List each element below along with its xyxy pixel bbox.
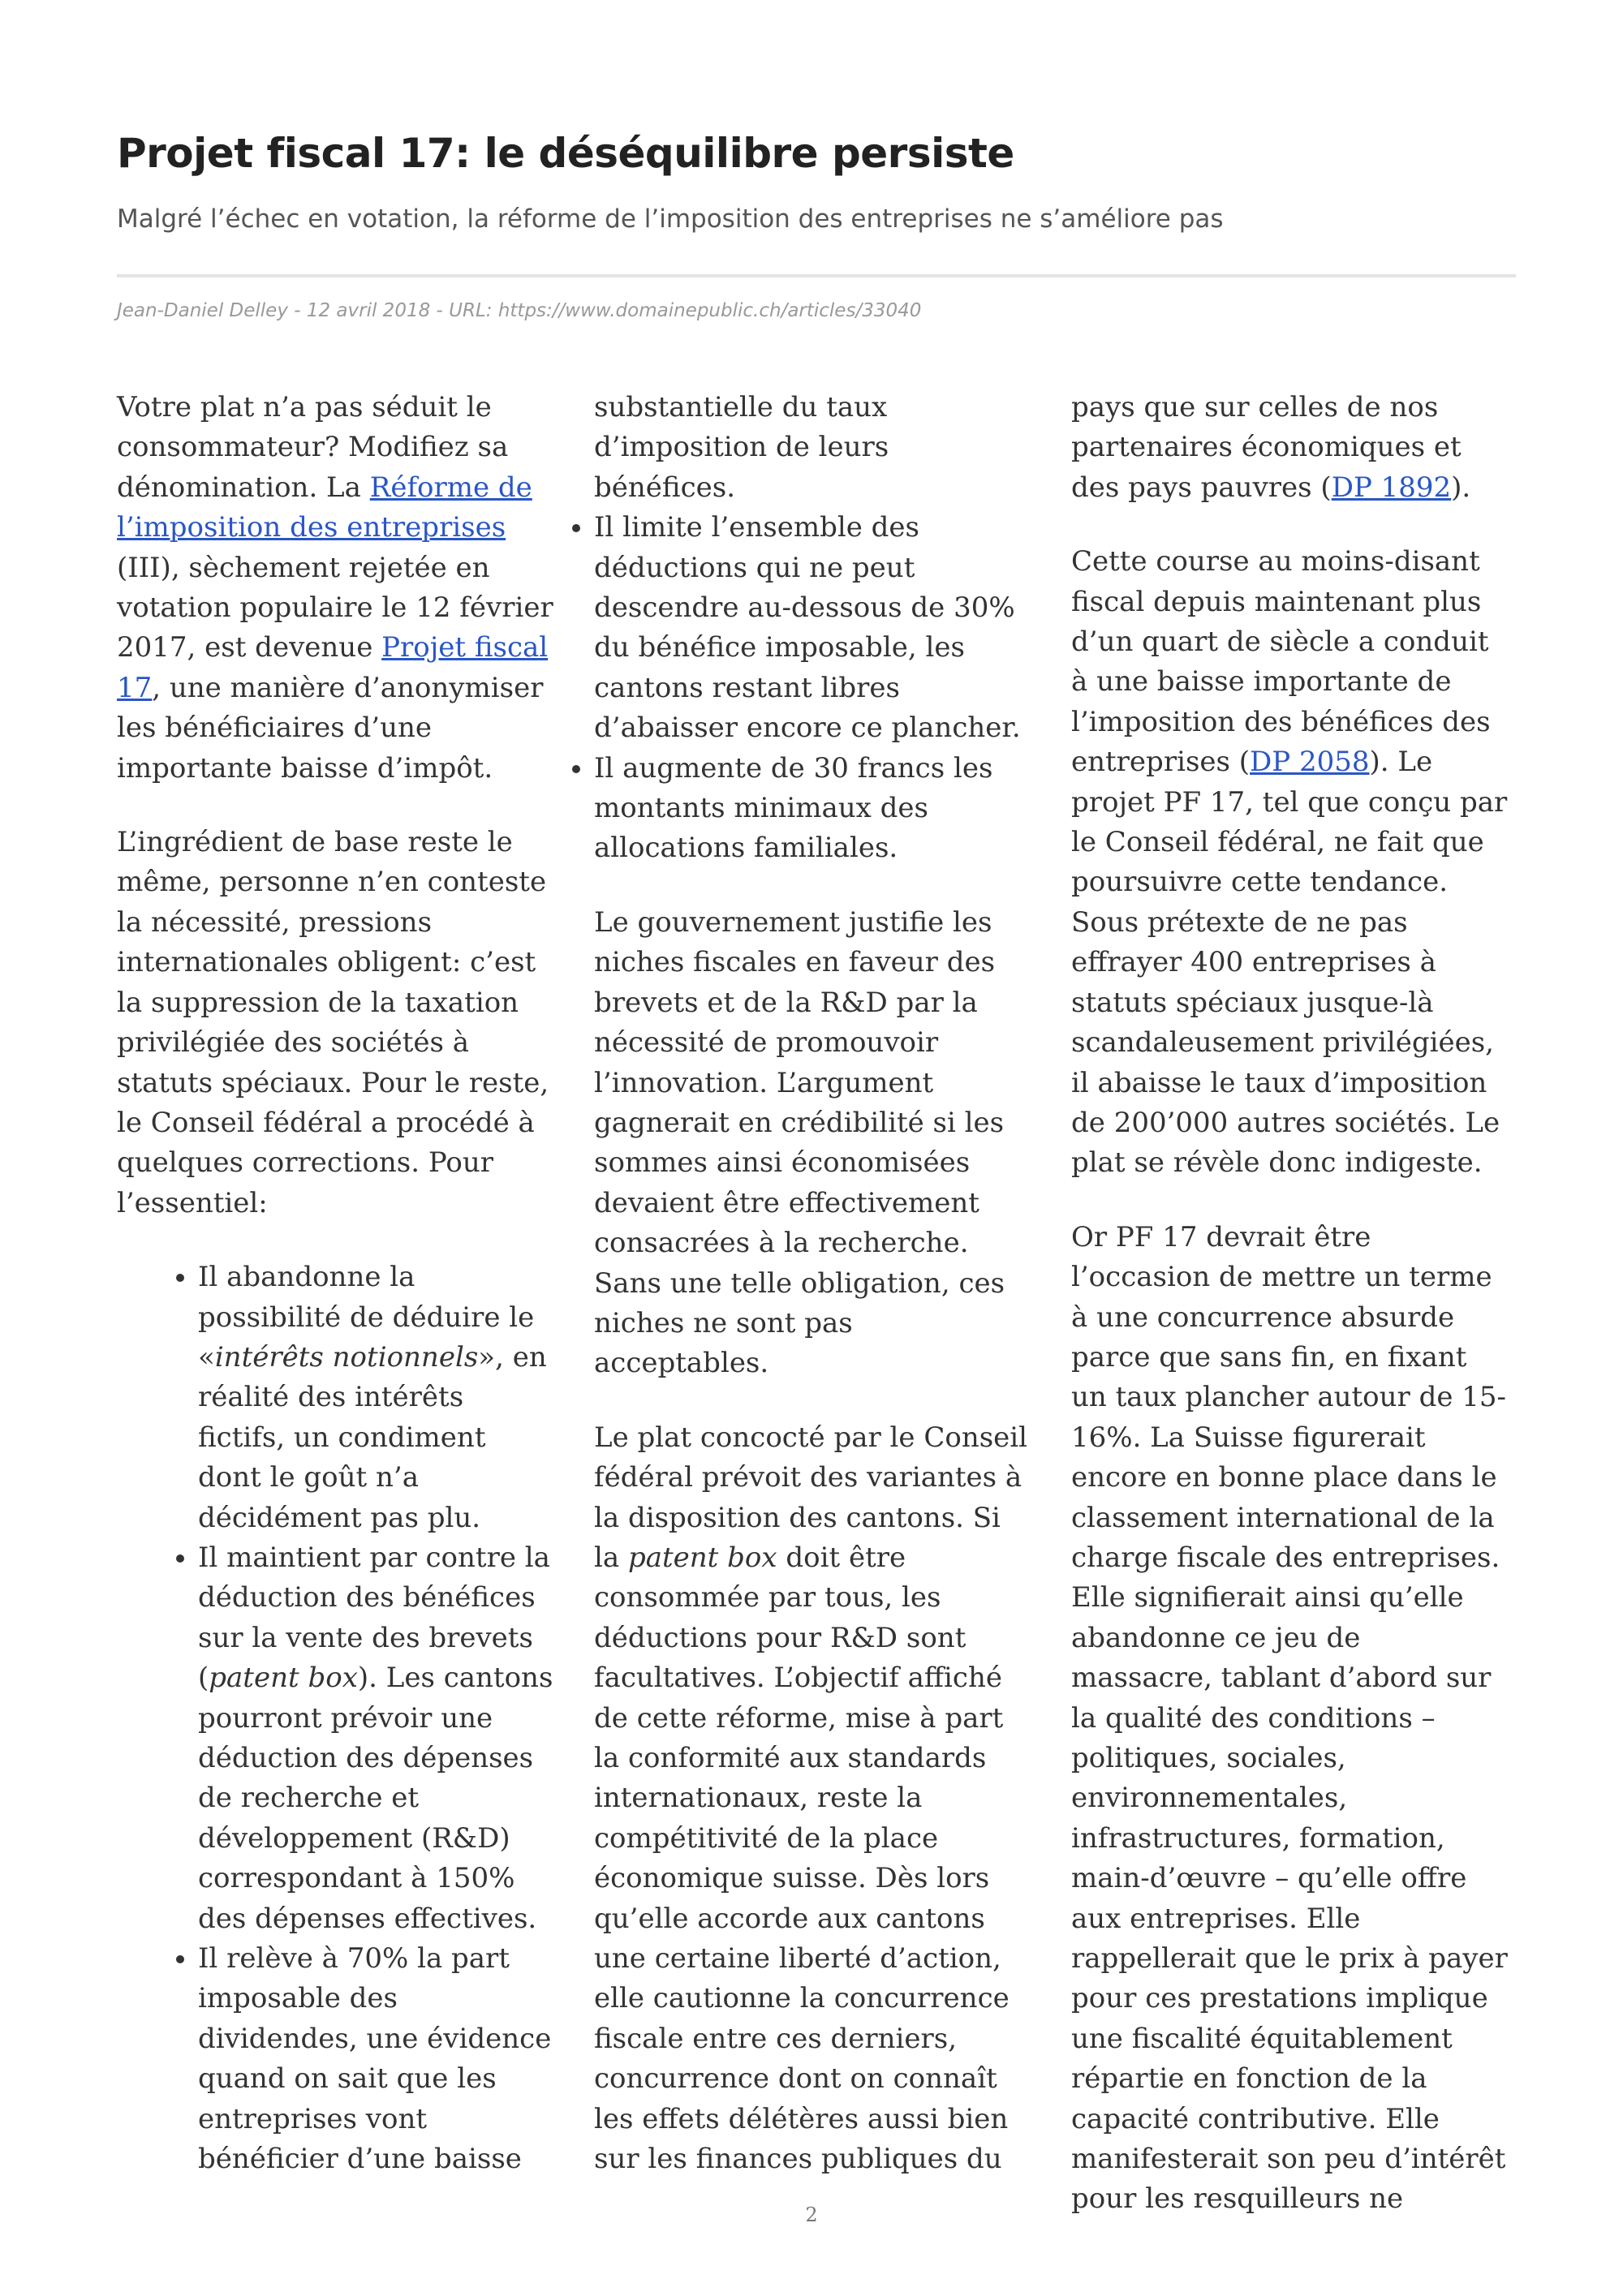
- article-meta: Jean-Daniel Delley - 12 avril 2018 - URL: https://www.domainepublic.ch/articles/33040: [117, 300, 922, 321]
- link-dp-1892[interactable]: DP 1892: [1331, 471, 1452, 504]
- paragraph-niches: Le gouvernement justifie les niches fiscales en faveur des brevets et de la R&D par la nécessité de promouvoir l’innovation. L’argument gagnerait en crédibilité si les sommes ainsi économisées devaient être effectivement consacrées à la recherche. Sans une telle obligation, ces niches ne sont pas acceptables.: [594, 905, 1005, 1380]
- list-item: • Il maintient par contre la déduction des bénéfices sur la vente des brevets (patent box). Les cantons pourront prévoir une déduction des dépenses de recherche et développement (R&D) correspondant à 150% des dépenses effectives.: [198, 1538, 555, 1939]
- paragraph-variantes-cont: pays que sur celles de nos partenaires économiques et des pays pauvres (DP 1892).: [1071, 391, 1471, 504]
- paragraph-ingredient: L’ingrédient de base reste le même, personne n’en conteste la nécessité, pressions internationales obligent: c’est la suppression de la taxation privilégiée des sociétés à statuts spéciaux. Pour le reste, le Conseil fédéral a procédé à quelques corrections. Pour l’essentiel:: [117, 826, 549, 1219]
- article-subtitle: Malgré l’échec en votation, la réforme de l’imposition des entreprises ne s’améliore pas: [117, 204, 1224, 234]
- list-item: • Il limite l’ensemble des déductions qui ne peut descendre au-dessous de 30% du bénéfice imposable, les cantons restant libres d’abaisser encore ce plancher.: [594, 508, 1032, 748]
- corrections-list-2: [513, 508, 1032, 869]
- list-item: • Il augmente de 30 francs les montants minimaux des allocations familiales.: [594, 749, 1032, 869]
- header-divider: [117, 274, 1516, 277]
- page-number: 2: [805, 2204, 818, 2226]
- article-title: Projet fiscal 17: le déséquilibre persiste: [117, 130, 1014, 177]
- paragraph-variantes: Le plat concocté par le Conseil fédéral prévoit des variantes à la disposition des cantons. Si la patent box doit être consommée par tous, les déductions pour R&D sont facultatives. L’objectif affiché de cette réforme, mise à part la conformité aux standards internationaux, reste la compétitivité de la place économique suisse. Dès lors qu’elle accorde aux cantons une certaine liberté d’action, elle cautionne la concurrence fiscale entre ces derniers, concurrence dont on connaît les effets délétères aussi bien sur les finances publiques du: [594, 1421, 1028, 2176]
- column-1: [117, 388, 555, 2213]
- list-item: • Il abandonne la possibilité de déduire le «intérêts notionnels», en réalité des intérêts fictifs, un condiment dont le goût n’a décidément pas plu.: [198, 1258, 555, 1538]
- paragraph-course: Cette course au moins-disant fiscal depuis maintenant plus d’un quart de siècle a conduit à une baisse importante de l’imposition des bénéfices des entreprises (DP 2058). Le projet PF 17, tel que conçu par le Conseil fédéral, ne fait que poursuivre cette tendance. Sous prétexte de ne pas effrayer 400 entreprises à statuts spéciaux jusque-là scandaleusement privilégiées, il abaisse le taux d’imposition de 200’000 autres sociétés. Le plat se révèle donc indigeste.: [1071, 545, 1508, 1180]
- link-reforme-imposition[interactable]: Réforme de l’imposition des entreprises: [117, 471, 532, 544]
- paragraph-intro: Votre plat n’a pas séduit le consommateur? Modifiez sa dénomination. La Réforme de l’imposition des entreprises (III), sèchement rejetée en votation populaire le 12 février 2017, est devenue Projet fiscal 17, une manière d’anonymiser les bénéficiaires d’une importante baisse d’impôt.: [117, 391, 553, 785]
- column-3: [1071, 388, 1509, 2254]
- link-projet-fiscal-17[interactable]: Projet fiscal 17: [117, 631, 549, 704]
- corrections-list: [117, 1258, 555, 2179]
- corrections-list-continued: [513, 388, 1032, 508]
- column-2: [594, 388, 1032, 2213]
- list-item: • Il relève à 70% la part imposable des dividendes, une évidence quand on sait que les entreprises vont bénéficier d’une baisse: [198, 1939, 555, 2179]
- link-dp-2058[interactable]: DP 2058: [1250, 746, 1370, 779]
- list-item-continued: substantielle du taux d’imposition de leurs bénéfices.: [594, 391, 889, 504]
- paragraph-plancher: Or PF 17 devrait être l’occasion de mettre un terme à une concurrence absurde parce que sans fin, en fixant un taux plancher autour de 15-16%. La Suisse figurerait encore en bonne place dans le classement international de la charge fiscale des entreprises. Elle signifierait ainsi qu’elle abandonne ce jeu de massacre, tablant d’abord sur la qualité des conditions – politiques, sociales, environnementales, infrastructures, formation, main-d’œuvre – qu’elle offre aux entreprises. Elle rappellerait que le prix à payer pour ces prestations implique une fiscalité équitablement répartie en fonction de la capacité contributive. Elle manifesterait son peu d’intérêt pour les resquilleurs ne: [1071, 1220, 1508, 2216]
